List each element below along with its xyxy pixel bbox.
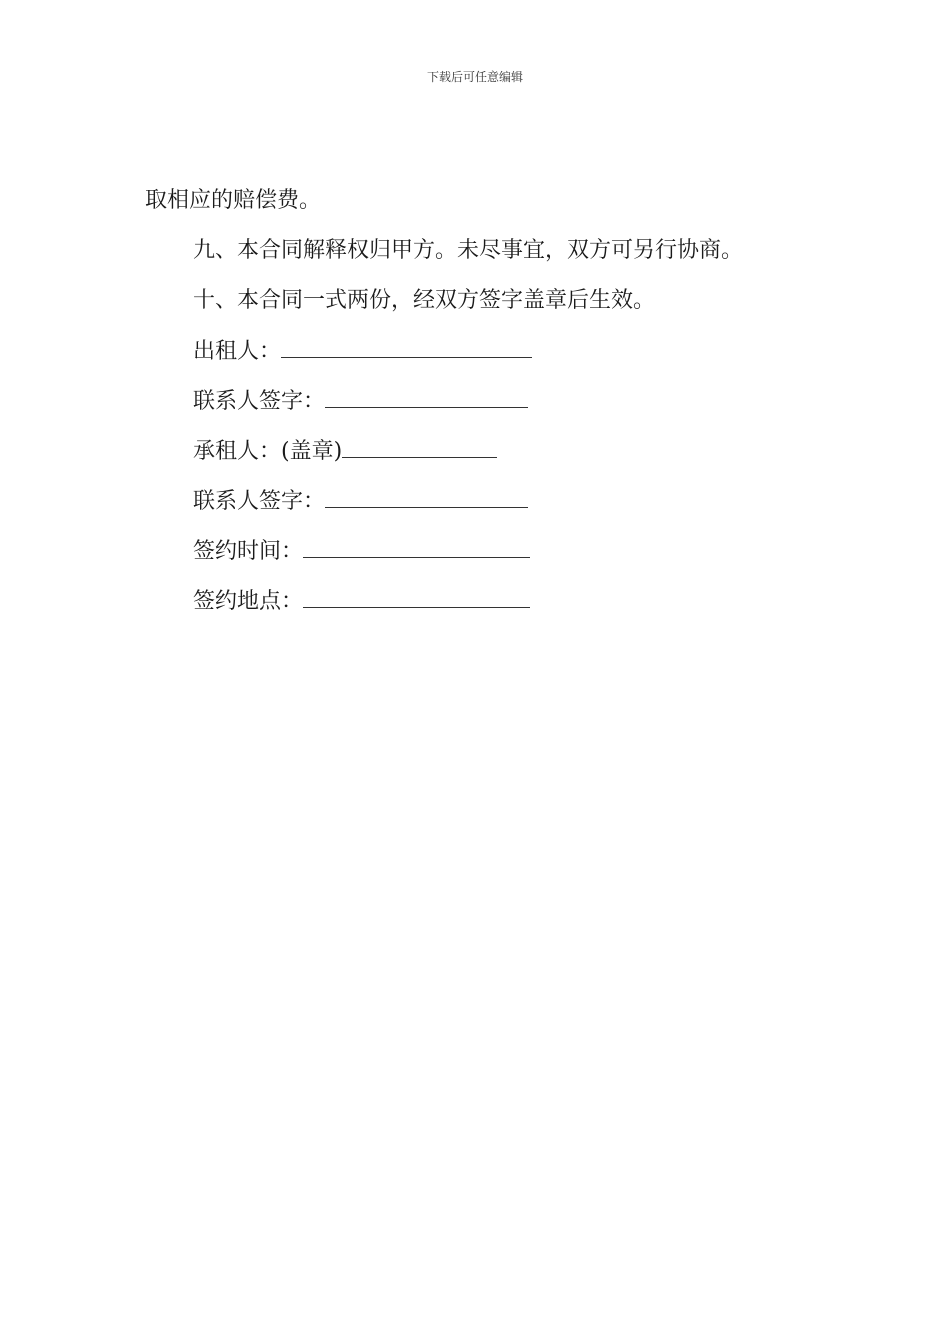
contact-signature-label-1: 联系人签字： bbox=[193, 389, 326, 414]
document-body bbox=[145, 183, 825, 633]
lessee-label: 承租人：(盖章) bbox=[193, 439, 343, 464]
sign-place-blank[interactable] bbox=[303, 583, 530, 608]
sign-place-row bbox=[145, 583, 825, 633]
contact-signature-blank-1[interactable] bbox=[325, 383, 528, 408]
lessor-row bbox=[145, 333, 825, 383]
sign-place-label: 签约地点： bbox=[193, 589, 304, 614]
clause-9: 九、本合同解释权归甲方。未尽事宜，双方可另行协商。 bbox=[193, 238, 744, 263]
lessee-blank[interactable] bbox=[342, 433, 497, 458]
body-line-compensation: 取相应的赔偿费。 bbox=[145, 188, 322, 213]
sign-time-label: 签约时间： bbox=[193, 539, 304, 564]
contact-signature-row-2 bbox=[145, 483, 825, 533]
sign-time-row bbox=[145, 533, 825, 583]
sign-time-blank[interactable] bbox=[303, 533, 530, 558]
page-header: 下载后可任意编辑 bbox=[426, 70, 523, 84]
contact-signature-row-1 bbox=[145, 383, 825, 433]
lessor-blank[interactable] bbox=[281, 333, 532, 358]
contact-signature-label-2: 联系人签字： bbox=[193, 489, 326, 514]
lessor-label: 出租人： bbox=[193, 339, 282, 364]
lessee-row bbox=[145, 433, 825, 483]
contact-signature-blank-2[interactable] bbox=[325, 483, 528, 508]
clause-10: 十、本合同一式两份，经双方签字盖章后生效。 bbox=[193, 288, 656, 313]
